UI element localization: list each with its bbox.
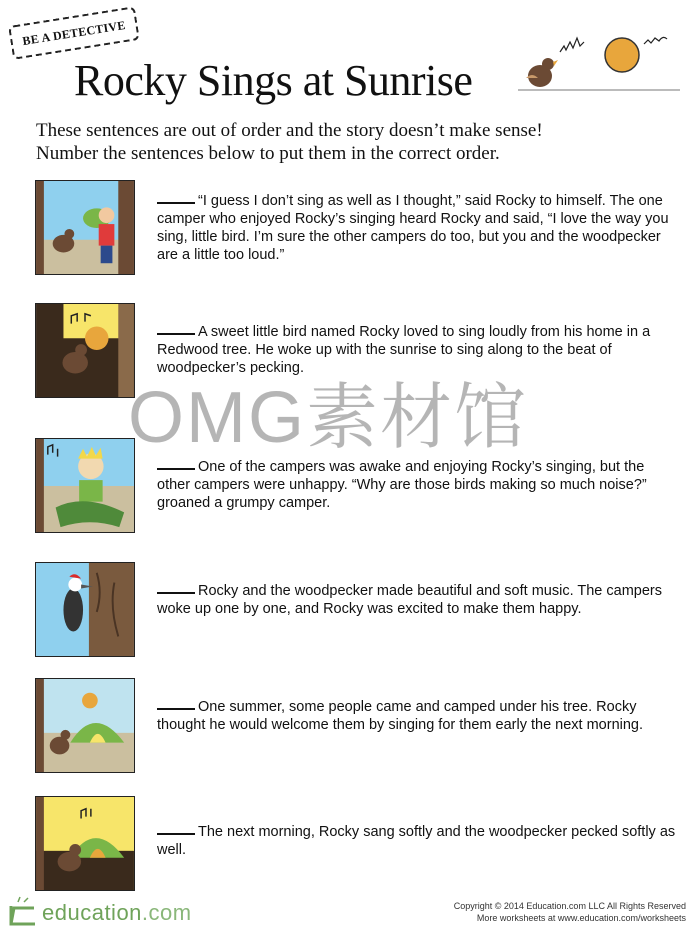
sentence-content: One summer, some people came and camped under his tree. Rocky thought he would welcome them by singing for them early the next morning. xyxy=(157,699,644,733)
bird-at-sunrise-picture xyxy=(35,303,135,398)
sentence-text xyxy=(157,458,677,512)
answer-blank[interactable] xyxy=(157,708,195,710)
woodpecker-picture xyxy=(35,562,135,657)
soft-music-picture xyxy=(35,796,135,891)
grumpy-camper-picture xyxy=(35,438,135,533)
camper-and-bird-picture xyxy=(35,180,135,275)
bird-sun-illustration xyxy=(518,28,688,98)
sentence-text xyxy=(157,192,677,264)
logo-suffix: .com xyxy=(141,900,192,925)
sentence-content: One of the campers was awake and enjoying Rocky’s singing, but the other campers were unhappy. “Why are those birds making so much noise?” groaned a grumpy camper. xyxy=(157,459,647,511)
logo-text: education xyxy=(42,900,142,925)
answer-blank[interactable] xyxy=(157,468,195,470)
sentence-text xyxy=(157,698,677,734)
answer-blank[interactable] xyxy=(157,592,195,594)
sentence-content: A sweet little bird named Rocky loved to sing loudly from his home in a Redwood tree. He woke up with the sunrise to sing along to the beat of woodpecker’s pecking. xyxy=(157,324,651,376)
sentence-content: The next morning, Rocky sang softly and the woodpecker pecked softly as well. xyxy=(157,824,676,858)
book-icon xyxy=(8,896,38,926)
page-title: Rocky Sings at Sunrise xyxy=(74,56,473,105)
sentence-content: Rocky and the woodpecker made beautiful and soft music. The campers woke up one by one, and Rocky was excited to make them happy. xyxy=(157,583,662,617)
be-a-detective-badge: BE A DETECTIVE xyxy=(8,6,140,60)
copyright-text: Copyright © 2014 Education.com LLC All Rights Reserved xyxy=(453,901,686,911)
more-worksheets-link[interactable]: More worksheets at www.education.com/worksheets xyxy=(476,913,686,923)
instructions-line-2: Number the sentences below to put them in the correct order. xyxy=(36,143,500,164)
instructions xyxy=(36,119,543,165)
tent-picture xyxy=(35,678,135,773)
watermark: OMG素材馆 xyxy=(128,378,528,458)
instructions-line-1: These sentences are out of order and the story doesn’t make sense! xyxy=(36,120,543,141)
copyright-notice xyxy=(454,900,686,924)
education-logo[interactable] xyxy=(8,896,192,926)
answer-blank[interactable] xyxy=(157,833,195,835)
sentence-content: “I guess I don’t sing as well as I thought,” said Rocky to himself. The one camper who enjoyed Rocky’s singing heard Rocky and said, “I love the way you sing, little bird. I’m sure the other campers do too, but you and the woodpecker are a little too loud.” xyxy=(157,193,669,263)
sentence-text xyxy=(157,582,677,618)
sentence-text xyxy=(157,823,677,859)
answer-blank[interactable] xyxy=(157,202,195,204)
answer-blank[interactable] xyxy=(157,333,195,335)
sentence-text xyxy=(157,323,677,377)
